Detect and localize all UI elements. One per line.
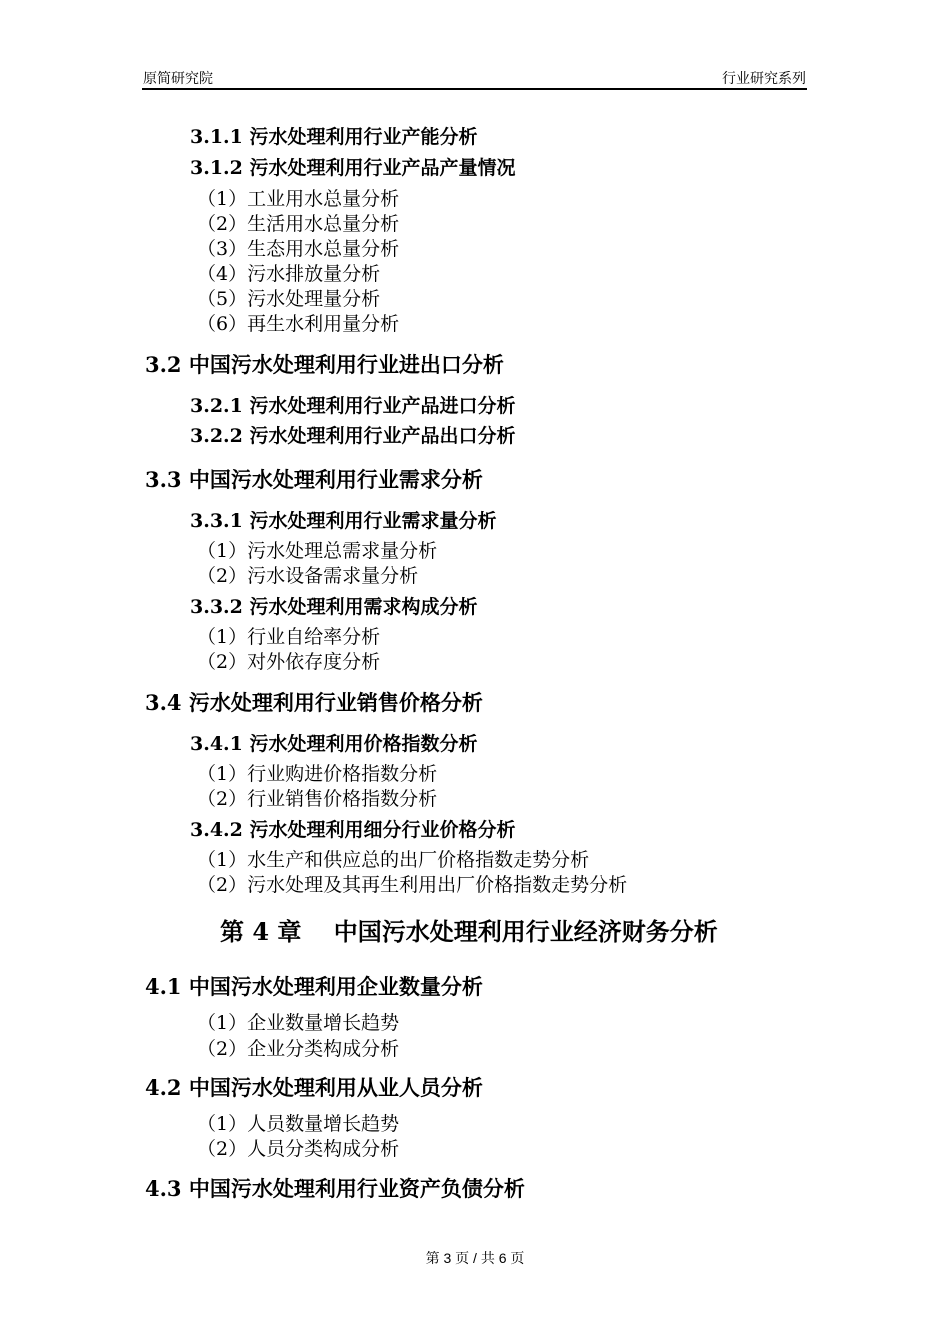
toc-item: （2）行业销售价格指数分析 <box>197 788 438 810</box>
toc-item: （1）人员数量增长趋势 <box>197 1113 400 1135</box>
toc-subsection: 3.3.2 污水处理利用需求构成分析 <box>190 596 478 618</box>
toc-section: 3.3 中国污水处理利用行业需求分析 <box>145 467 483 492</box>
toc-item: （1）行业购进价格指数分析 <box>197 763 438 785</box>
chapter-title: 第 4 章 中国污水处理利用行业经济财务分析 <box>220 917 718 946</box>
toc-section: 4.2 中国污水处理利用从业人员分析 <box>145 1075 483 1100</box>
toc-item: （2）生活用水总量分析 <box>197 213 400 235</box>
toc-section: 4.3 中国污水处理利用行业资产负债分析 <box>145 1176 525 1201</box>
toc-item: （5）污水处理量分析 <box>197 288 381 310</box>
header-right: 行业研究系列 <box>722 70 806 86</box>
toc-subsection: 3.2.1 污水处理利用行业产品进口分析 <box>190 395 516 417</box>
toc-item: （3）生态用水总量分析 <box>197 238 400 260</box>
toc-subsection: 3.1.1 污水处理利用行业产能分析 <box>190 126 478 148</box>
toc-item: （6）再生水利用量分析 <box>197 313 400 335</box>
toc-subsection: 3.4.2 污水处理利用细分行业价格分析 <box>190 819 516 841</box>
toc-subsection: 3.4.1 污水处理利用价格指数分析 <box>190 733 478 755</box>
toc-item: （1）污水处理总需求量分析 <box>197 540 438 562</box>
header-left: 原简研究院 <box>143 70 213 86</box>
toc-section: 4.1 中国污水处理利用企业数量分析 <box>145 974 483 999</box>
toc-item: （1）水生产和供应总的出厂价格指数走势分析 <box>197 849 590 871</box>
toc-subsection: 3.2.2 污水处理利用行业产品出口分析 <box>190 425 516 447</box>
toc-item: （4）污水排放量分析 <box>197 263 381 285</box>
toc-section: 3.4 污水处理利用行业销售价格分析 <box>145 690 483 715</box>
header-rule <box>142 88 807 90</box>
toc-item: （2）污水设备需求量分析 <box>197 565 419 587</box>
toc-item: （2）人员分类构成分析 <box>197 1138 400 1160</box>
toc-item: （1）行业自给率分析 <box>197 626 381 648</box>
toc-subsection: 3.3.1 污水处理利用行业需求量分析 <box>190 510 497 532</box>
toc-item: （2）污水处理及其再生利用出厂价格指数走势分析 <box>197 874 628 896</box>
toc-subsection: 3.1.2 污水处理利用行业产品产量情况 <box>190 157 516 179</box>
page-number: 第 3 页 / 共 6 页 <box>425 1250 525 1266</box>
toc-item: （1）企业数量增长趋势 <box>197 1012 400 1034</box>
toc-section: 3.2 中国污水处理利用行业进出口分析 <box>145 352 504 377</box>
toc-item: （1）工业用水总量分析 <box>197 188 400 210</box>
toc-item: （2）企业分类构成分析 <box>197 1038 400 1060</box>
toc-item: （2）对外依存度分析 <box>197 651 381 673</box>
